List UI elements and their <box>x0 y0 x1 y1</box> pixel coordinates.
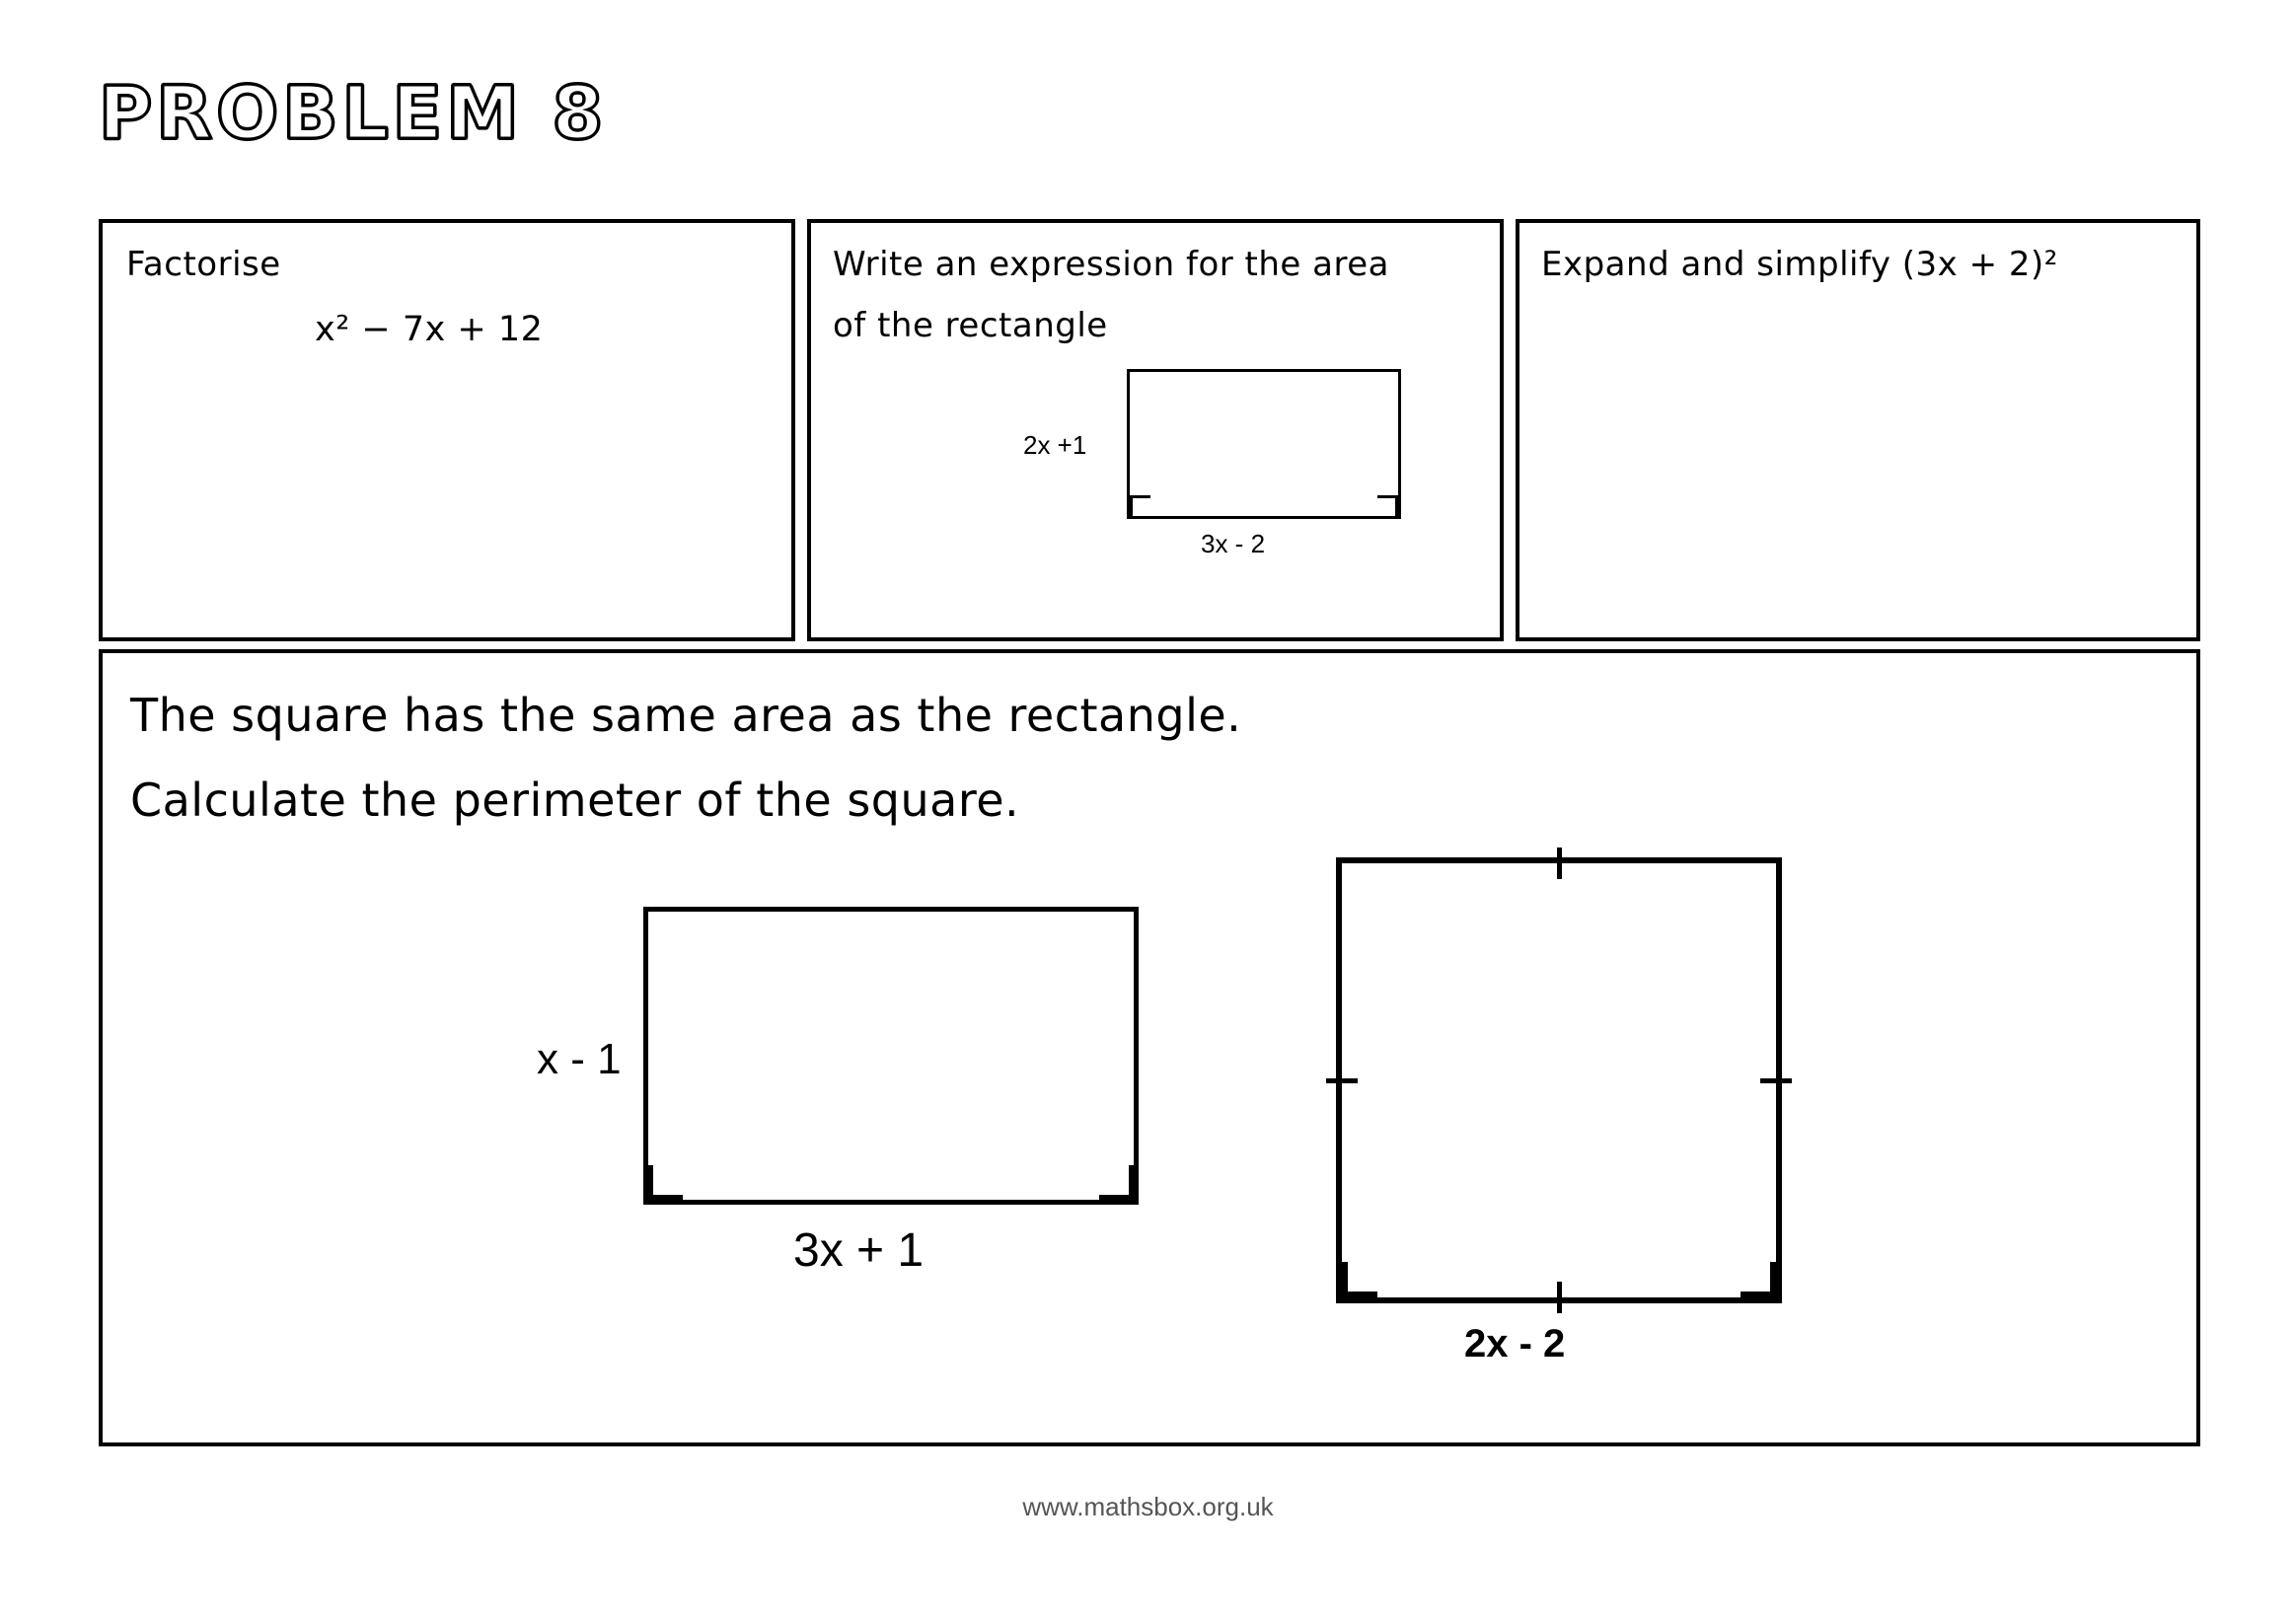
small-rectangle-height-label: 2x +1 <box>1023 430 1087 460</box>
small-rectangle-shape <box>1127 369 1401 519</box>
question-3-label: Expand and simplify (3x + 2)² <box>1541 245 2058 284</box>
tick-mark-left <box>1326 1078 1358 1083</box>
square-side-label: 2x - 2 <box>1464 1322 1566 1366</box>
rectangle-width-label: 3x + 1 <box>793 1224 925 1277</box>
footer-url: www.mathsbox.org.uk <box>1022 1492 1274 1521</box>
tick-mark-bottom <box>1557 1282 1562 1313</box>
right-angle-marker-square-right <box>1741 1262 1776 1297</box>
questions-row <box>99 219 2200 641</box>
question-box-2 <box>807 219 1504 641</box>
tick-mark-right <box>1760 1078 1792 1083</box>
question-2-line-2: of the rectangle <box>833 306 1108 345</box>
right-angle-marker-small-right <box>1377 495 1398 516</box>
right-angle-marker-square-left <box>1342 1262 1377 1297</box>
question-box-1 <box>99 219 795 641</box>
small-rectangle-width-label: 3x - 2 <box>1201 529 1266 558</box>
main-statement-line-1: The square has the same area as the rectangle. <box>130 689 1242 742</box>
square-shape <box>1336 857 1782 1303</box>
question-box-3 <box>1516 219 2200 641</box>
rectangle-height-label: x - 1 <box>537 1035 622 1083</box>
page-title: PROBLEM 8 <box>99 71 608 156</box>
rectangle-shape <box>643 907 1139 1205</box>
question-1-label: Factorise <box>126 245 281 284</box>
right-angle-marker-rect-right <box>1099 1165 1134 1200</box>
right-angle-marker-small-left <box>1130 495 1150 516</box>
main-problem-box <box>99 649 2200 1446</box>
small-rectangle-diagram <box>1023 369 1334 558</box>
right-angle-marker-rect-left <box>648 1165 683 1200</box>
tick-mark-top <box>1557 848 1562 879</box>
question-1-expression: x² − 7x + 12 <box>315 310 544 349</box>
question-2-line-1: Write an expression for the area <box>833 245 1389 284</box>
main-statement-line-2: Calculate the perimeter of the square. <box>130 774 1020 827</box>
